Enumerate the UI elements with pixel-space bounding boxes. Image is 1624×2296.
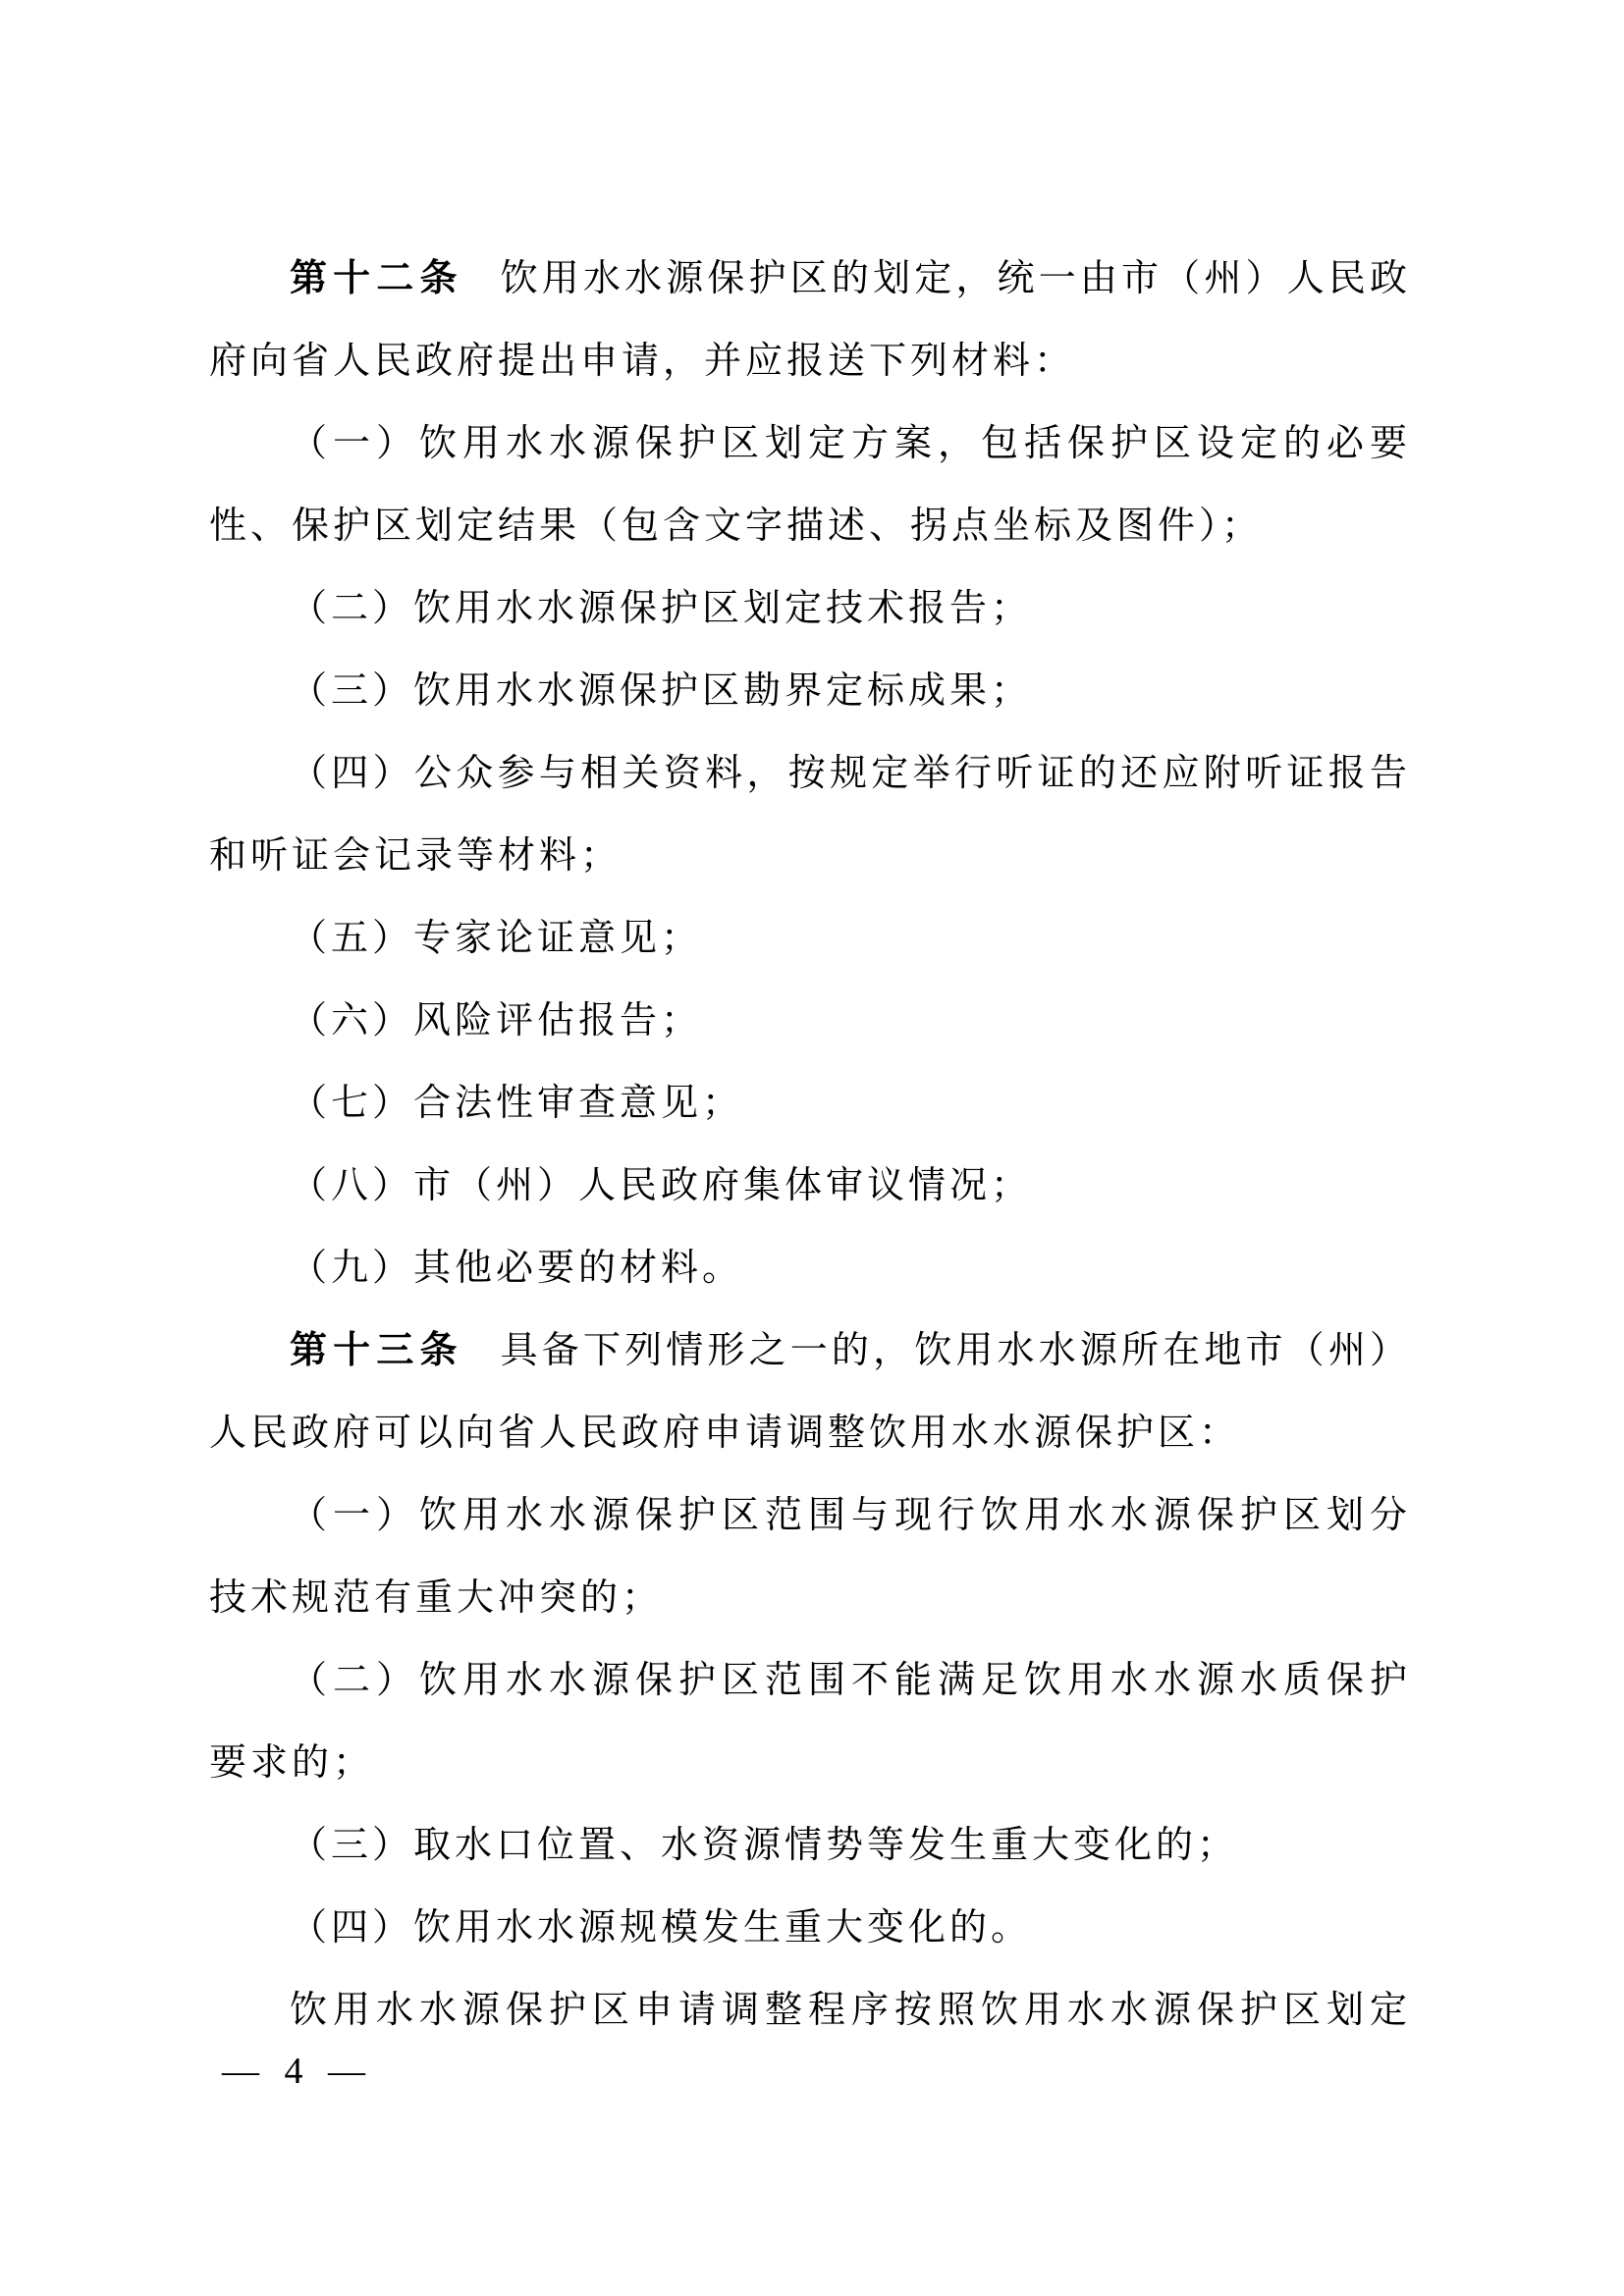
document-body	[209, 238, 1411, 2052]
text-line: 人民政府可以向省人民政府申请调整饮用水水源保护区：	[209, 1413, 1241, 1454]
article-text: 饮用水水源保护区的划定，统一由市（州）人民政	[500, 258, 1411, 299]
text-line	[209, 238, 1411, 320]
text-line: （三）饮用水水源保护区勘界定标成果；	[290, 670, 1033, 712]
article-text: 具备下列情形之一的，饮用水水源所在地市（州）	[500, 1330, 1411, 1371]
text-line	[209, 1309, 1411, 1392]
text-line: （四）公众参与相关资料，按规定举行听证的还应附听证报告	[290, 753, 1411, 794]
text-line: 府向省人民政府提出申请，并应报送下列材料：	[209, 341, 1076, 382]
article-number: 第十二条	[290, 258, 463, 299]
text-line: （九）其他必要的材料。	[290, 1248, 744, 1289]
text-line: （二）饮用水水源保护区范围不能满足饮用水水源水质保护	[290, 1660, 1411, 1701]
text-line: （二）饮用水水源保护区划定技术报告；	[290, 588, 1033, 629]
text-line: 要求的；	[209, 1742, 375, 1784]
text-line: （一）饮用水水源保护区划定方案，包括保护区设定的必要	[290, 423, 1411, 464]
text-line: （六）风险评估报告；	[290, 1000, 703, 1041]
article-number: 第十三条	[290, 1330, 463, 1371]
text-line: （三）取水口位置、水资源情势等发生重大变化的；	[290, 1825, 1239, 1866]
text-line: 性、保护区划定结果（包含文字描述、拐点坐标及图件）；	[209, 506, 1264, 547]
page-number: — 4 —	[222, 2051, 373, 2092]
text-line: （八）市（州）人民政府集体审议情况；	[290, 1165, 1033, 1206]
text-line: 技术规范有重大冲突的；	[209, 1577, 664, 1619]
text-line: 饮用水水源保护区申请调整程序按照饮用水水源保护区划定	[290, 1990, 1411, 2031]
text-line: 和听证会记录等材料；	[209, 835, 623, 877]
text-line: （七）合法性审查意见；	[290, 1083, 744, 1124]
text-line: （一）饮用水水源保护区范围与现行饮用水水源保护区划分	[290, 1495, 1411, 1536]
text-line: （四）饮用水水源规模发生重大变化的。	[290, 1907, 1033, 1949]
text-line: （五）专家论证意见；	[290, 918, 703, 959]
